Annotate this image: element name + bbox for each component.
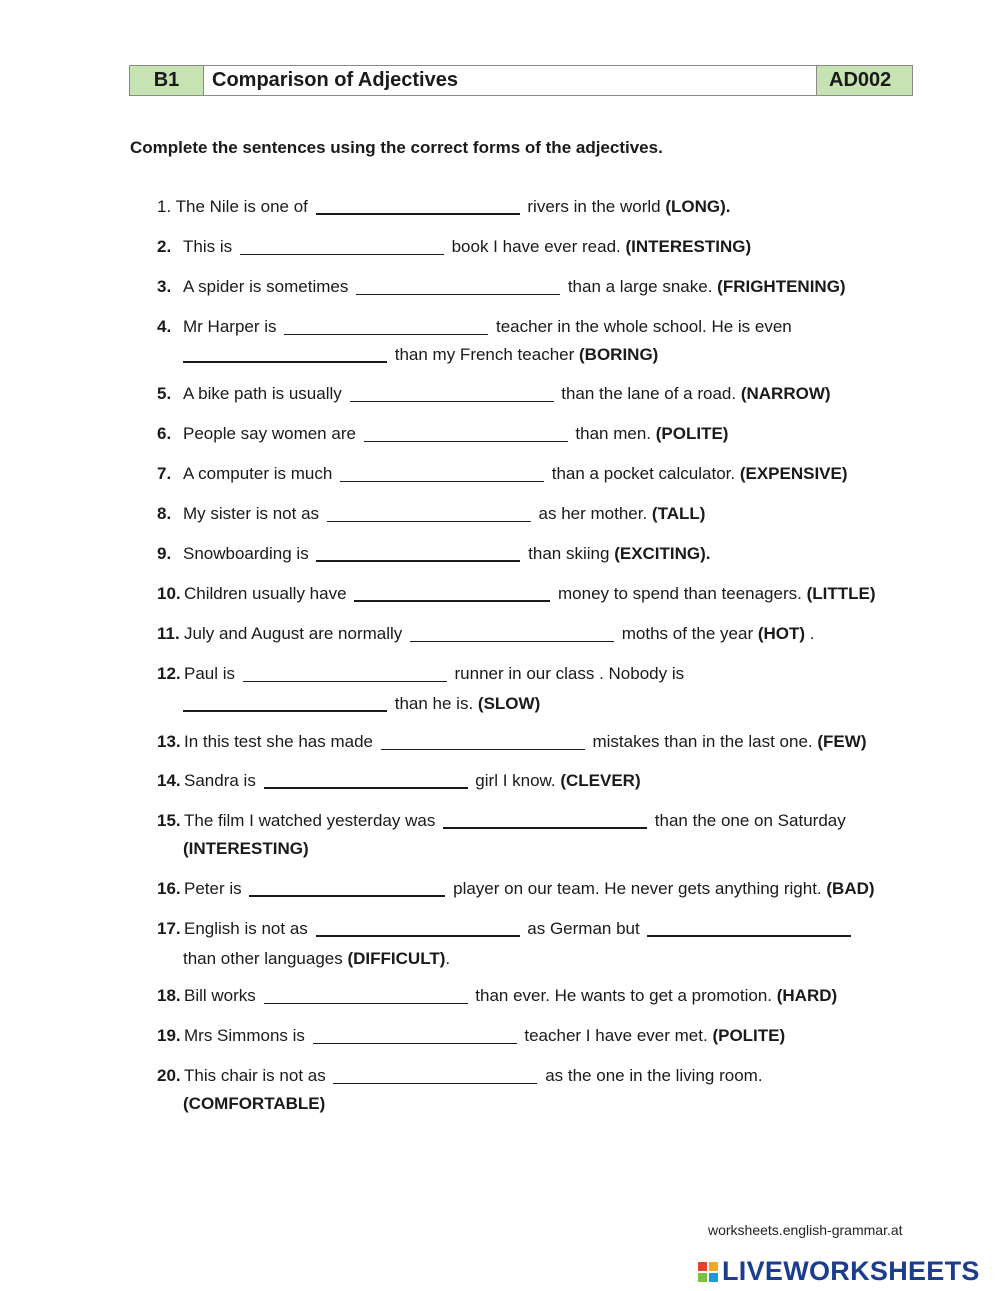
question-number: 3.: [157, 277, 172, 296]
question-number: 17.: [157, 919, 181, 938]
question-number: 19.: [157, 1026, 181, 1045]
source-url[interactable]: worksheets.english-grammar.at: [708, 1222, 903, 1238]
keyword: (HARD): [776, 986, 838, 1005]
answer-blank[interactable]: [356, 277, 560, 295]
question-8: 8. My sister is not as as her mother. (TALL): [157, 500, 705, 528]
worksheet-header: [129, 65, 913, 96]
question-number: 1.: [157, 197, 172, 216]
question-number: 15.: [157, 811, 181, 830]
answer-blank[interactable]: [316, 197, 520, 215]
level-badge: B1: [130, 66, 204, 95]
keyword: (DIFFICULT): [347, 949, 446, 968]
answer-blank[interactable]: [313, 1026, 517, 1044]
question-number: 11.: [157, 624, 180, 643]
keyword: (FEW): [817, 732, 867, 751]
keyword: (NARROW): [740, 384, 831, 403]
question-3: 3. A spider is sometimes than a large snake. (FRIGHTENING): [157, 273, 846, 301]
question-number: 9.: [157, 544, 172, 563]
answer-blank[interactable]: [316, 919, 520, 937]
answer-blank[interactable]: [350, 384, 554, 402]
question-14: 14. Sandra is girl I know. (CLEVER): [157, 767, 641, 795]
answer-blank[interactable]: [264, 771, 468, 789]
keyword: (HOT): [757, 624, 806, 643]
question-number: 2.: [157, 237, 172, 256]
question-number: 4.: [157, 317, 172, 336]
question-1: 1. The Nile is one of rivers in the world (LONG).: [157, 197, 731, 216]
question-7: 7. A computer is much than a pocket calculator. (EXPENSIVE): [157, 460, 848, 488]
keyword: (POLITE): [655, 424, 729, 443]
keyword: (LONG).: [665, 197, 731, 216]
question-15: 15. The film I watched yesterday was than the one on Saturday (INTERESTING): [157, 807, 846, 863]
question-number: 13.: [157, 732, 181, 751]
question-4: 4. Mr Harper is teacher in the whole school. He is even than my French teacher (BORING): [157, 313, 792, 369]
answer-blank[interactable]: [249, 879, 445, 897]
liveworksheets-logo-icon: [698, 1262, 718, 1282]
answer-blank[interactable]: [381, 732, 585, 750]
keyword: (POLITE): [712, 1026, 786, 1045]
question-18: 18. Bill works than ever. He wants to get a promotion. (HARD): [157, 982, 837, 1010]
question-number: 12.: [157, 664, 181, 683]
question-number: 6.: [157, 424, 172, 443]
question-number: 10.: [157, 584, 181, 603]
keyword: (CLEVER): [560, 771, 641, 790]
question-9: 9. Snowboarding is than skiing (EXCITING).: [157, 540, 711, 568]
answer-blank[interactable]: [340, 464, 544, 482]
question-6: 6. People say women are than men. (POLITE): [157, 420, 728, 448]
question-2: 2. This is book I have ever read. (INTERESTING): [157, 233, 751, 261]
answer-blank[interactable]: [443, 811, 647, 829]
answer-blank[interactable]: [240, 237, 444, 255]
question-13: 13. In this test she has made mistakes than in the last one. (FEW): [157, 728, 866, 756]
keyword: (INTERESTING): [183, 839, 309, 858]
answer-blank[interactable]: [316, 544, 520, 562]
question-20: 20. This chair is not as as the one in the living room. (COMFORTABLE): [157, 1062, 763, 1118]
answer-blank-2[interactable]: [183, 345, 387, 363]
answer-blank[interactable]: [243, 664, 447, 682]
question-number: 8.: [157, 504, 172, 523]
question-number: 5.: [157, 384, 172, 403]
keyword: (SLOW): [477, 694, 541, 713]
answer-blank[interactable]: [364, 424, 568, 442]
answer-blank[interactable]: [327, 504, 531, 522]
keyword: (INTERESTING): [625, 237, 752, 256]
answer-blank[interactable]: [354, 584, 550, 602]
answer-blank[interactable]: [333, 1066, 537, 1084]
question-number: 18.: [157, 986, 181, 1005]
question-number: 20.: [157, 1066, 181, 1085]
answer-blank[interactable]: [284, 317, 488, 335]
question-11: 11. July and August are normally moths of the year (HOT) .: [157, 620, 815, 648]
question-number: 16.: [157, 879, 181, 898]
keyword: (LITTLE): [806, 584, 876, 603]
keyword: (BORING): [579, 345, 659, 364]
keyword: (FRIGHTENING): [717, 277, 846, 296]
keyword: (EXCITING).: [614, 544, 711, 563]
keyword: (COMFORTABLE): [183, 1094, 326, 1113]
question-number: 7.: [157, 464, 172, 483]
answer-blank[interactable]: [410, 624, 614, 642]
question-16: 16. Peter is player on our team. He never gets anything right. (BAD): [157, 875, 875, 903]
answer-blank[interactable]: [264, 986, 468, 1004]
question-number: 14.: [157, 771, 181, 790]
worksheet-code: AD002: [817, 66, 912, 95]
question-10: 10. Children usually have money to spend than teenagers. (LITTLE): [157, 580, 876, 608]
question-5: 5. A bike path is usually than the lane of a road. (NARROW): [157, 380, 831, 408]
brand-wordmark: LIVEWORKSHEETS: [722, 1256, 980, 1286]
keyword: (BAD): [826, 879, 875, 898]
worksheet-title: Comparison of Adjectives: [204, 66, 817, 95]
question-17: 17. English is not as as German but than other languages (DIFFICULT).: [157, 915, 854, 973]
instruction-text: Complete the sentences using the correct forms of the adjectives.: [130, 138, 663, 157]
answer-blank-2[interactable]: [647, 919, 851, 937]
answer-blank-2[interactable]: [183, 694, 387, 712]
question-12: 12. Paul is runner in our class . Nobody is than he is. (SLOW): [157, 660, 684, 718]
liveworksheets-brand[interactable]: [698, 1256, 980, 1287]
question-19: 19. Mrs Simmons is teacher I have ever met. (POLITE): [157, 1022, 785, 1050]
keyword: (TALL): [651, 504, 706, 523]
keyword: (EXPENSIVE): [739, 464, 848, 483]
